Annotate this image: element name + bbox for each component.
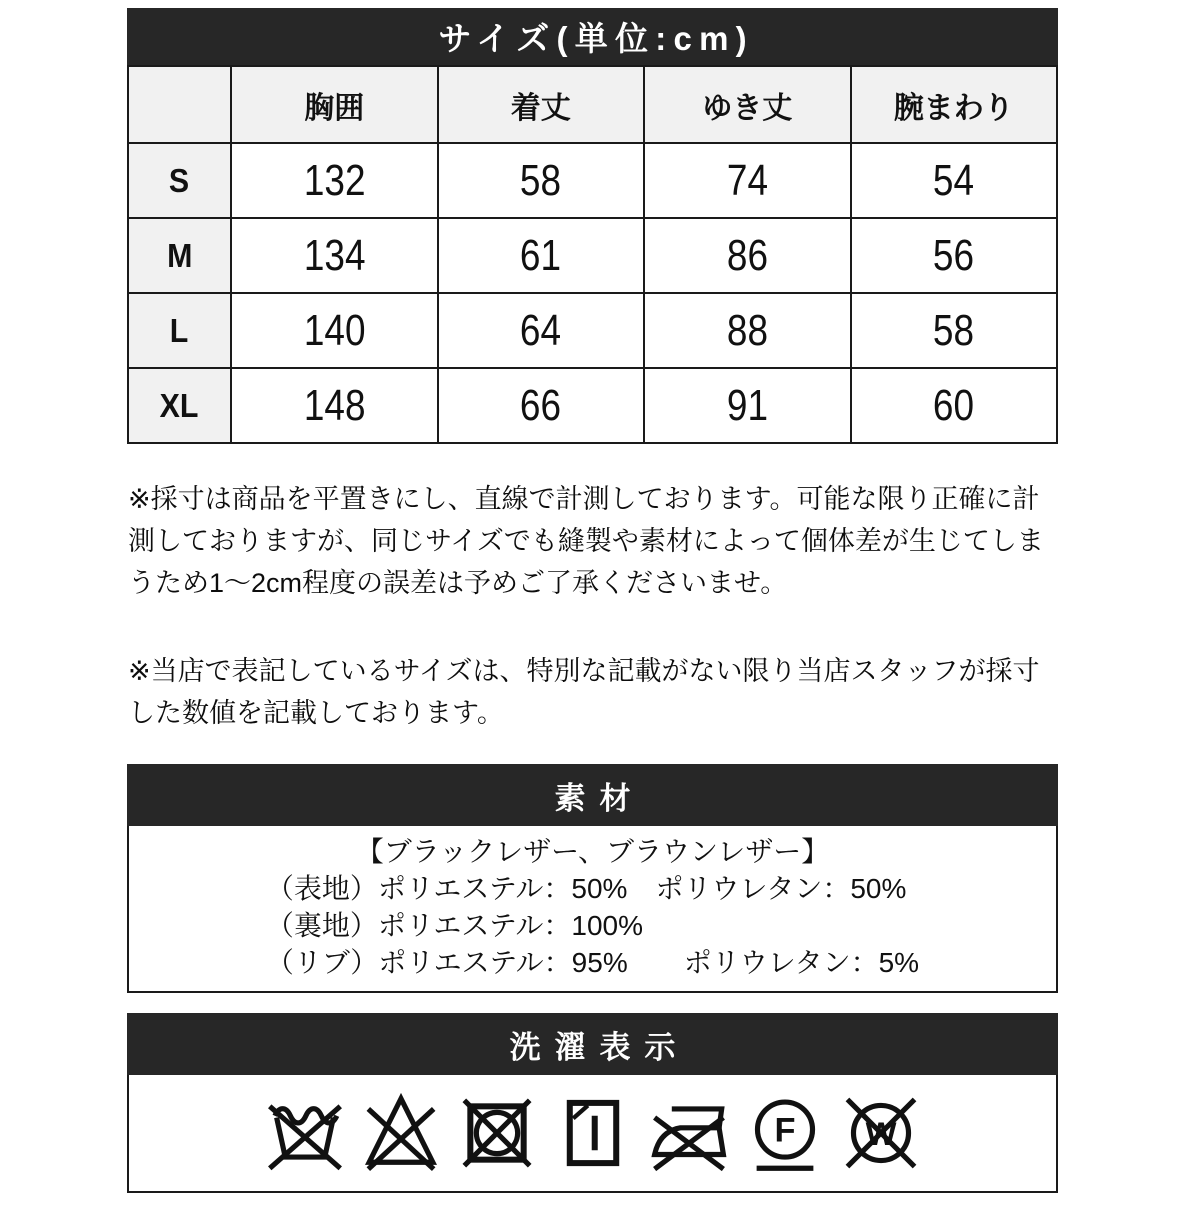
column-header-arm: 腕まわり: [851, 66, 1058, 143]
measurement-value: 140: [303, 305, 366, 355]
corner-cell: [128, 66, 231, 143]
size-cell: [644, 368, 851, 443]
size-table: [127, 65, 1058, 444]
size-label: S: [169, 161, 190, 199]
size-table-title-bar: [127, 8, 1058, 65]
size-table-section: [127, 8, 1058, 444]
measurement-value: 148: [303, 380, 366, 430]
material-section: [127, 764, 1058, 993]
size-cell: [851, 368, 1058, 443]
material-line-rib: （リブ）ポリエステル：95% ポリウレタン：5%: [265, 947, 920, 978]
column-header-chest: 胸囲: [231, 66, 438, 143]
do-not-bleach-icon: [358, 1090, 444, 1176]
size-cell: [438, 218, 645, 293]
measurement-value: 61: [520, 230, 562, 280]
size-label: L: [170, 311, 189, 349]
wet-clean-letter: W: [865, 1115, 896, 1153]
care-title: 洗濯表示: [509, 1029, 690, 1065]
care-body: [127, 1075, 1058, 1193]
care-section: [127, 1013, 1058, 1193]
size-cell: [231, 368, 438, 443]
measurement-value: 60: [933, 380, 975, 430]
do-not-tumble-dry-icon: [454, 1090, 540, 1176]
measurement-value: 134: [303, 230, 366, 280]
size-label-cell: [128, 218, 231, 293]
measurement-value: 64: [520, 305, 562, 355]
size-cell: [851, 218, 1058, 293]
size-label-cell: [128, 293, 231, 368]
size-cell: [438, 143, 645, 218]
do-not-wet-clean-icon: [838, 1090, 924, 1176]
staff-note: [128, 650, 1058, 734]
measurement-value: 54: [933, 155, 975, 205]
column-header-length: 着丈: [438, 66, 645, 143]
dry-clean-letter: F: [773, 1111, 796, 1150]
note-line: ※採寸は商品を平置きにし、直線で計測しております。可能な限り正確に計: [128, 484, 1040, 514]
note-line: うため1〜2cm程度の誤差は予めご了承くださいませ。: [128, 568, 788, 598]
table-row-m: [128, 218, 1057, 293]
table-row-l: [128, 293, 1057, 368]
table-row-s: [128, 143, 1057, 218]
size-cell: [231, 293, 438, 368]
size-cell: [231, 143, 438, 218]
material-body: [127, 826, 1058, 993]
dry-clean-petroleum-icon: [742, 1090, 828, 1176]
size-cell: [644, 143, 851, 218]
measurement-value: 91: [726, 380, 768, 430]
material-title: 素材: [554, 780, 645, 816]
column-header-sleeve: ゆき丈: [644, 66, 851, 143]
measurement-value: 58: [520, 155, 562, 205]
size-cell: [438, 293, 645, 368]
material-composition-block: [266, 870, 919, 981]
size-table-header-row: [128, 66, 1057, 143]
size-table-title: サイズ(単位:cm): [438, 20, 754, 57]
measurement-value: 56: [933, 230, 975, 280]
size-label: XL: [160, 386, 199, 424]
size-cell: [231, 218, 438, 293]
size-chart-page: [127, 8, 1058, 1193]
material-colors-line: 【ブラックレザー、ブラウンレザー】: [355, 836, 830, 867]
size-cell: [644, 218, 851, 293]
size-label-cell: [128, 368, 231, 443]
size-cell: [644, 293, 851, 368]
size-cell: [438, 368, 645, 443]
material-line-lining: （裏地）ポリエステル：100%: [265, 910, 644, 941]
measurement-value: 58: [933, 305, 975, 355]
measurement-value: 74: [726, 155, 768, 205]
measurement-value: 86: [726, 230, 768, 280]
material-title-bar: [127, 764, 1058, 826]
size-cell: [851, 143, 1058, 218]
do-not-wash-icon: [262, 1090, 348, 1176]
material-line-outer: （表地）ポリエステル：50% ポリウレタン：50%: [265, 873, 907, 904]
measurement-value: 132: [303, 155, 366, 205]
do-not-iron-icon: [646, 1090, 732, 1176]
note-line: した数値を記載しております。: [128, 698, 504, 728]
measurement-value: 66: [520, 380, 562, 430]
line-dry-in-shade-icon: [550, 1090, 636, 1176]
note-line: ※当店で表記しているサイズは、特別な記載がない限り当店スタッフが採寸: [128, 656, 1040, 686]
measurement-value: 88: [726, 305, 768, 355]
table-row-xl: [128, 368, 1057, 443]
note-line: 測しておりますが、同じサイズでも縫製や素材によって個体差が生じてしま: [128, 526, 1044, 556]
care-title-bar: [127, 1013, 1058, 1075]
measurement-note: [128, 478, 1058, 604]
size-label: M: [166, 236, 193, 274]
size-label-cell: [128, 143, 231, 218]
size-cell: [851, 293, 1058, 368]
